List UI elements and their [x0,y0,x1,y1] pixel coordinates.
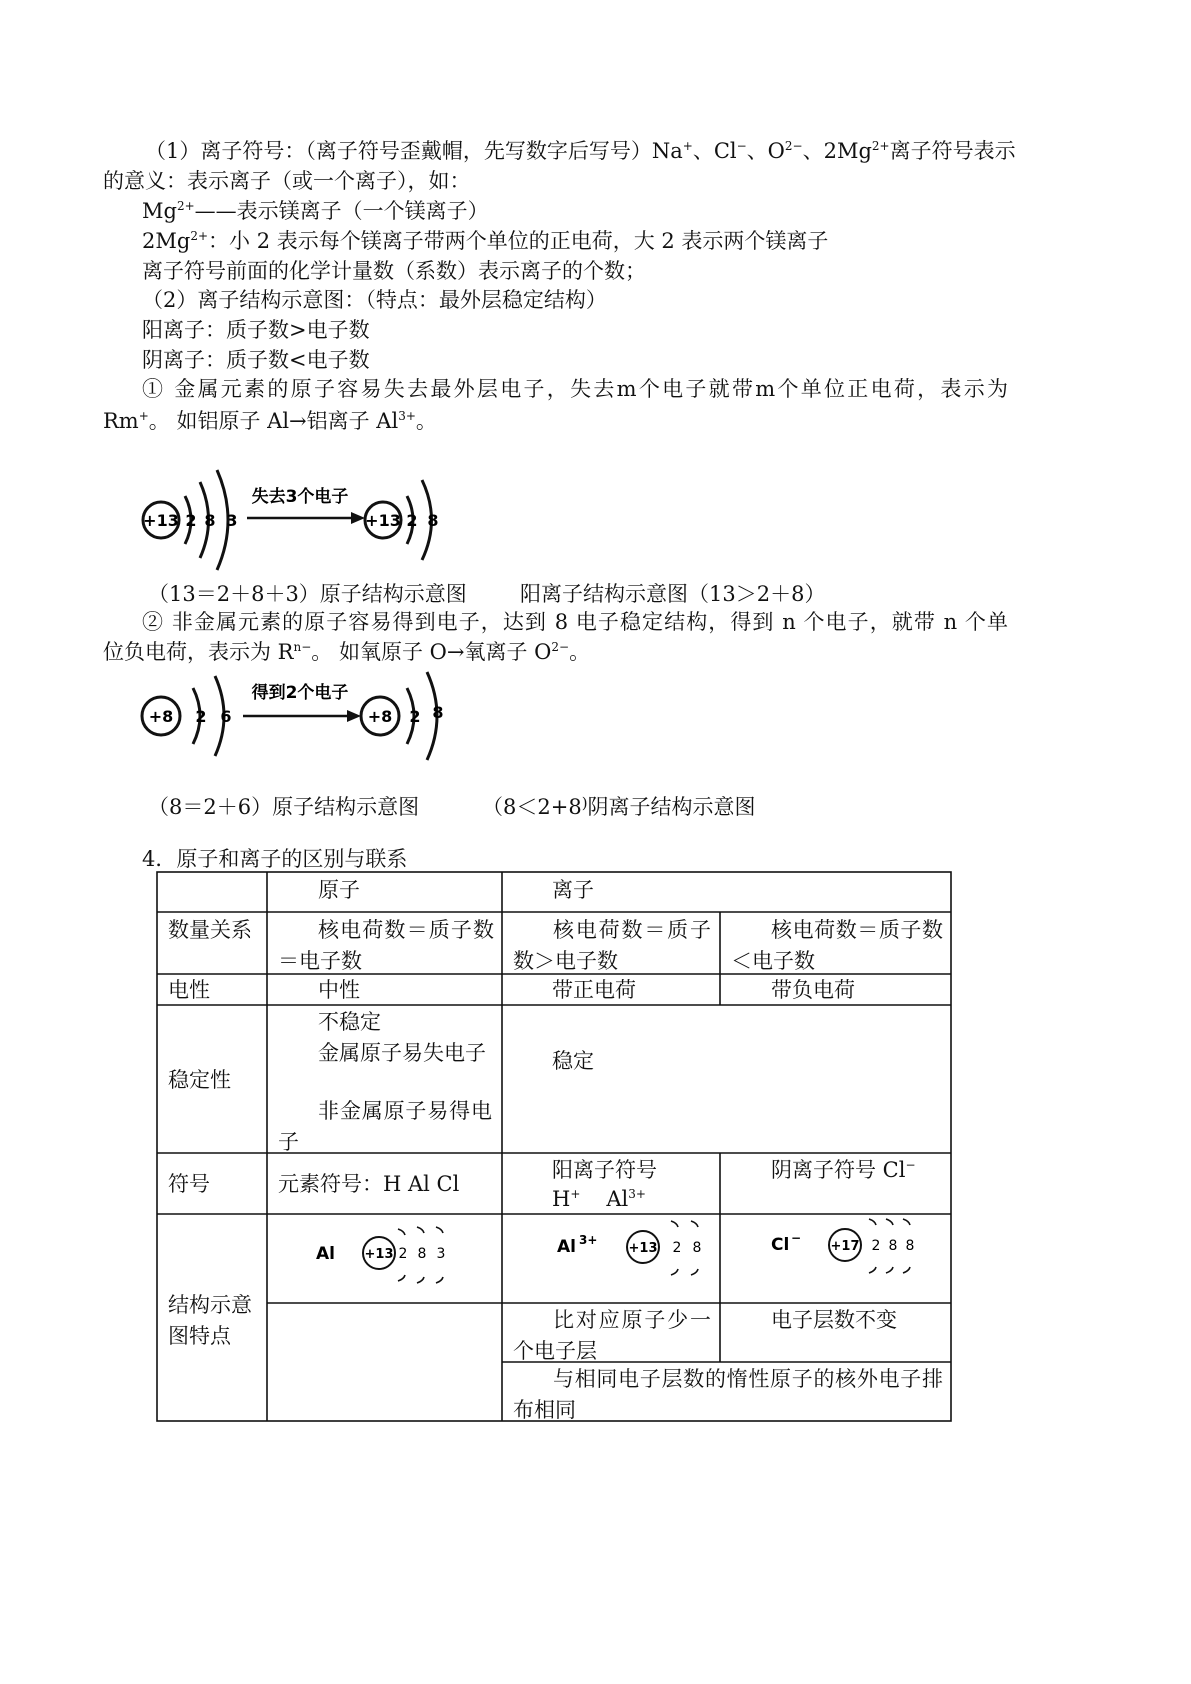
intro-line-2: 的意义：表示离子（或一个离子），如： [103,169,471,193]
al-ion-shell-1: 2 [406,511,418,530]
intro-line-1: （1）离子符号：（离子符号歪戴帽，先写数字后写号）Na+、Cl−、$O^{2-}$、$2Mg^{2+}$离子符号表示 [145,139,1016,163]
row-quantity-cation: 核电荷数＝质子数＞电子数 [513,918,711,973]
table-al-ion-shell-2: 8 [692,1240,702,1256]
al-atom-shell-1: 2 [185,511,197,530]
al-atom-shell-2: 8 [204,511,216,530]
table-cl-ion-shell-3: 8 [905,1238,915,1254]
o-ion-shell-2: 8 [432,703,444,722]
section4-title: 4．原子和离子的区别与联系 [142,847,408,871]
table-al-ion-charge: 3+ [579,1233,598,1247]
row-stability-atom-2: 金属原子易失电子 [318,1041,486,1065]
row-structure-ion-common-feature: 与相同电子层数的惰性原子的核外电子排布相同 [513,1367,943,1422]
intro-line-8: 阴离子：质子数<电子数 [142,348,370,372]
intro-line-3: $Mg^{2+}——$表示镁离子（一个镁离子） [142,199,489,223]
intro-line-9: ① 金属元素的原子容易失去最外层电子，失去m个电子就带m个单位正电荷，表示为 [142,377,1008,401]
table-cl-ion-charge: − [791,1231,802,1245]
table-cl-ion-diagram [721,1215,951,1303]
row-quantity-atom: 核电荷数＝质子数＝电子数 [278,918,494,973]
al-caption-left: （13＝2＋8＋3）原子结构示意图 [148,582,467,606]
intro-line-10: Rm+。 如铝原子 Al→铝离子 $Al^{3+}$。 [103,409,437,433]
row-charge-anion: 带负电荷 [771,978,855,1002]
row-stability-atom-1: 不稳定 [318,1010,381,1034]
row-structure-label: 结构示意图特点 [168,1293,252,1348]
o-caption-right: （8＜2+8)阴离子结构示意图 [482,794,756,819]
al-arrow-label: 失去3个电子 [251,487,349,507]
row-structure-cation-feature: 比对应原子少一个电子层 [513,1308,711,1363]
al-ion-shell-2: 8 [427,511,439,530]
table-cl-ion-shell-2: 8 [888,1238,898,1254]
table-cl-ion-shell-1: 2 [871,1238,881,1254]
al-caption-right: 阳离子结构示意图（13＞2＋8） [520,582,826,606]
table-al-ion-diagram [503,1215,719,1303]
table-al-atom-nucleus-label: +13 [364,1247,394,1262]
table-al-atom-diagram [268,1215,502,1303]
o-atom-shell-1: 2 [195,707,207,726]
o-ion-shell-1: 2 [409,707,421,726]
intro-line-5: 离子符号前面的化学计量数（系数）表示离子的个数； [142,259,646,283]
o-arrow-label: 得到2个电子 [251,683,349,703]
nonmetal-line-1: ② 非金属元素的原子容易得到电子，达到 8 电子稳定结构，得到 n 个电子，就带 n 个单 [142,610,1008,634]
row-charge-atom: 中性 [318,978,360,1002]
row-quantity-anion: 核电荷数＝质子数＜电子数 [731,918,943,973]
table-header-atom: 原子 [318,878,360,902]
row-structure-anion-feature: 电子层数不变 [771,1308,897,1332]
table-al-atom-shell-2: 8 [417,1246,427,1262]
row-symbol-atom: 元素符号：H Al Cl [278,1172,460,1196]
al-ion-nucleus-label: +13 [365,511,401,530]
row-symbol-cation-examples: H+ $Al^{3+}$ [552,1187,646,1211]
row-symbol-anion: 阴离子符号 Cl− [771,1158,916,1182]
row-symbol-cation-title: 阳离子符号 [552,1158,657,1182]
table-al-ion-symbol: Al [557,1237,576,1257]
intro-line-7: 阳离子：质子数>电子数 [142,318,370,342]
table-al-ion-nucleus-label: +13 [628,1241,658,1256]
table-al-atom-symbol: Al [316,1244,335,1264]
nonmetal-line-2: 位负电荷，表示为 $R^{n-}$。 如氧原子 O→氧离子 $O^{2-}$。 [103,640,591,664]
table-cl-ion-symbol: Cl [771,1235,790,1255]
row-charge-label: 电性 [168,978,210,1002]
al-atom-nucleus-label: +13 [143,511,179,530]
table-al-atom-shell-3: 3 [436,1246,446,1262]
table-al-ion-shell-1: 2 [672,1240,682,1256]
table-cl-ion-nucleus-label: +17 [830,1239,860,1254]
o-caption-left: （8＝2＋6）原子结构示意图 [148,795,420,819]
row-stability-ion: 稳定 [552,1049,594,1073]
row-charge-cation: 带正电荷 [552,978,636,1002]
intro-line-4: $2Mg^{2+}$：小 2 表示每个镁离子带两个单位的正电荷，大 2 表示两个镁离子 [142,229,829,253]
row-stability-label: 稳定性 [168,1068,231,1092]
row-quantity-label: 数量关系 [168,918,252,942]
table-header-ion: 离子 [552,878,594,902]
o-atom-shell-2: 6 [220,707,232,726]
al-atom-shell-3: 3 [226,511,238,530]
row-stability-atom-3: 非金属原子易得电子 [278,1099,492,1154]
o-atom-nucleus-label: +8 [148,707,174,726]
row-symbol-label: 符号 [168,1172,210,1196]
intro-line-6: （2）离子结构示意图：（特点：最外层稳定结构） [142,288,607,312]
o-ion-nucleus-label: +8 [367,707,393,726]
table-al-atom-shell-1: 2 [398,1246,408,1262]
